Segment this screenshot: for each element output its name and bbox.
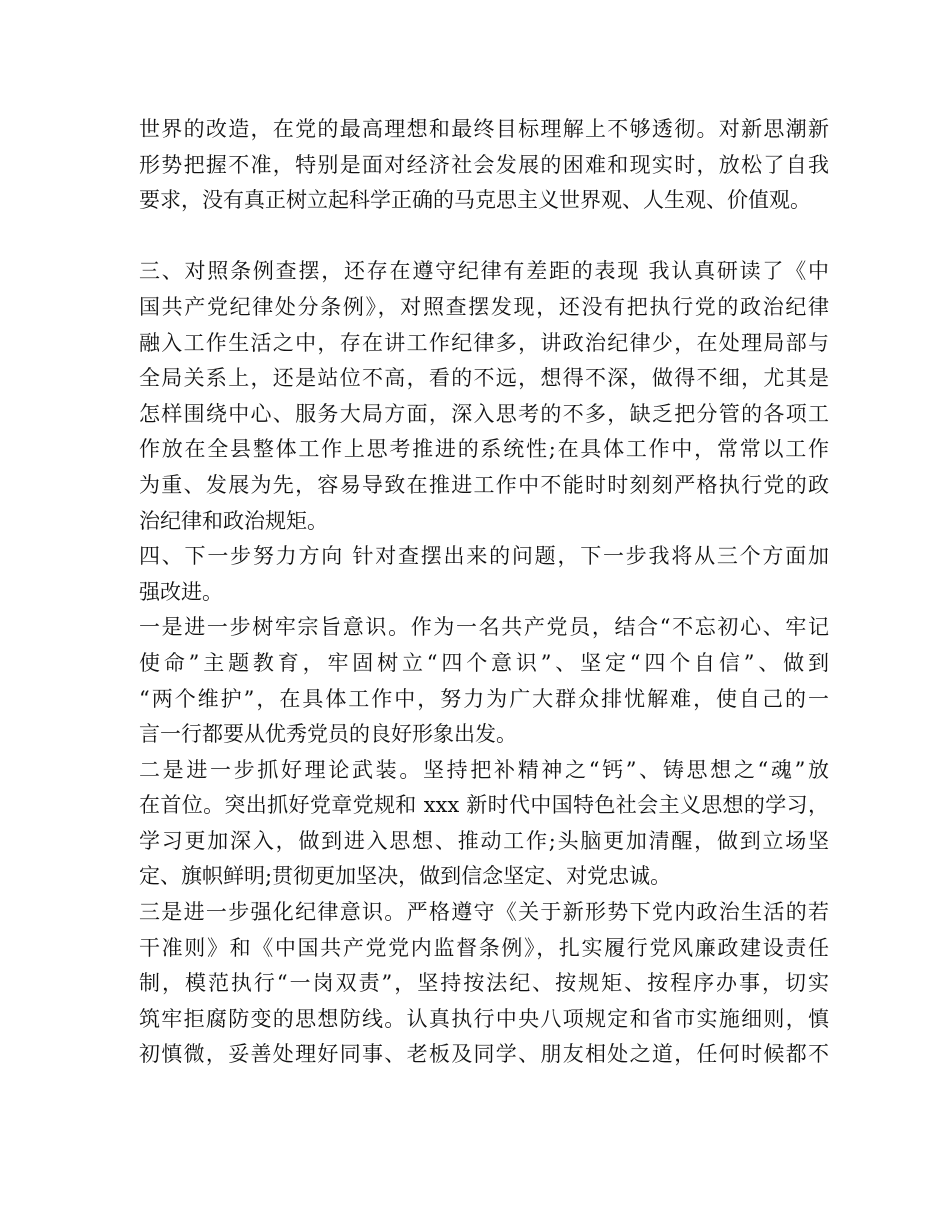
text-line: 干准则》和《中国共产党党内监督条例》，扎实履行党风廉政建设责任 — [139, 935, 829, 960]
text-line: 怎样围绕中心、服务大局方面，深入思考的不多，缺乏把分管的各项工 — [139, 401, 829, 426]
text-line: 使命”主题教育，牢固树立“四个意识”、坚定“四个自信”、做到 — [139, 650, 829, 675]
paragraph — [139, 610, 829, 752]
text-line: “两个维护”，在具体工作中，努力为广大群众排忧解难，使自己的一 — [139, 686, 829, 711]
text-line: 定、旗帜鲜明;贯彻更加坚决，做到信念坚定、对党忠诚。 — [139, 864, 672, 889]
text-line: 筑牢拒腐防变的思想防线。认真执行中央八项规定和省市实施细则，慎 — [139, 1006, 829, 1031]
text-line: 三、对照条例查摆，还存在遵守纪律有差距的表现 我认真研读了《中 — [139, 259, 829, 284]
text-line: 国共产党纪律处分条例》，对照查摆发现，还没有把执行党的政治纪律 — [139, 294, 829, 319]
text-line: 学习更加深入，做到进入思想、推动工作;头脑更加清醒，做到立场坚 — [139, 828, 829, 853]
text-line: 世界的改造，在党的最高理想和最终目标理解上不够透彻。对新思潮新 — [139, 117, 829, 141]
text-line: 强改进。 — [139, 579, 223, 604]
paragraph — [139, 539, 829, 610]
text-line: 四、下一步努力方向 针对查摆出来的问题，下一步我将从三个方面加 — [139, 544, 829, 569]
text-line: 为重、发展为先，容易导致在推进工作中不能时时刻刻严格执行党的政 — [139, 472, 829, 497]
text-line: 融入工作生活之中，存在讲工作纪律多，讲政治纪律少，在处理局部与 — [139, 330, 829, 355]
text-line: 作放在全县整体工作上思考推进的系统性;在具体工作中，常常以工作 — [139, 437, 829, 462]
text-line: 一是进一步树牢宗旨意识。作为一名共产党员，结合“不忘初心、牢记 — [139, 615, 829, 640]
text-line: 要求，没有真正树立起科学正确的马克思主义世界观、人生观、价值观。 — [139, 188, 811, 213]
document-page — [139, 112, 829, 1073]
text-line: 形势把握不准，特别是面对经济社会发展的困难和现实时，放松了自我 — [139, 152, 829, 177]
paragraph — [139, 895, 829, 1073]
text-line: 制，模范执行“一岗双责”，坚持按法纪、按规矩、按程序办事，切实 — [139, 971, 829, 996]
paragraph-gap — [139, 219, 829, 255]
paragraph — [139, 254, 829, 539]
text-line: 二是进一步抓好理论武装。坚持把补精神之“钙”、铸思想之“魂”放 — [139, 757, 829, 782]
paragraph — [139, 112, 829, 219]
paragraph — [139, 753, 829, 895]
text-line: 治纪律和政治规矩。 — [139, 508, 328, 533]
text-line: 在首位。突出抓好党章党规和 xxx 新时代中国特色社会主义思想的学习， — [139, 793, 829, 818]
text-line: 三是进一步强化纪律意识。严格遵守《关于新形势下党内政治生活的若 — [139, 900, 829, 925]
text-line: 初慎微，妥善处理好同事、老板及同学、朋友相处之道，任何时候都不 — [139, 1042, 829, 1067]
text-line: 全局关系上，还是站位不高，看的不远，想得不深，做得不细，尤其是 — [139, 366, 829, 391]
text-line: 言一行都要从优秀党员的良好形象出发。 — [139, 722, 517, 747]
